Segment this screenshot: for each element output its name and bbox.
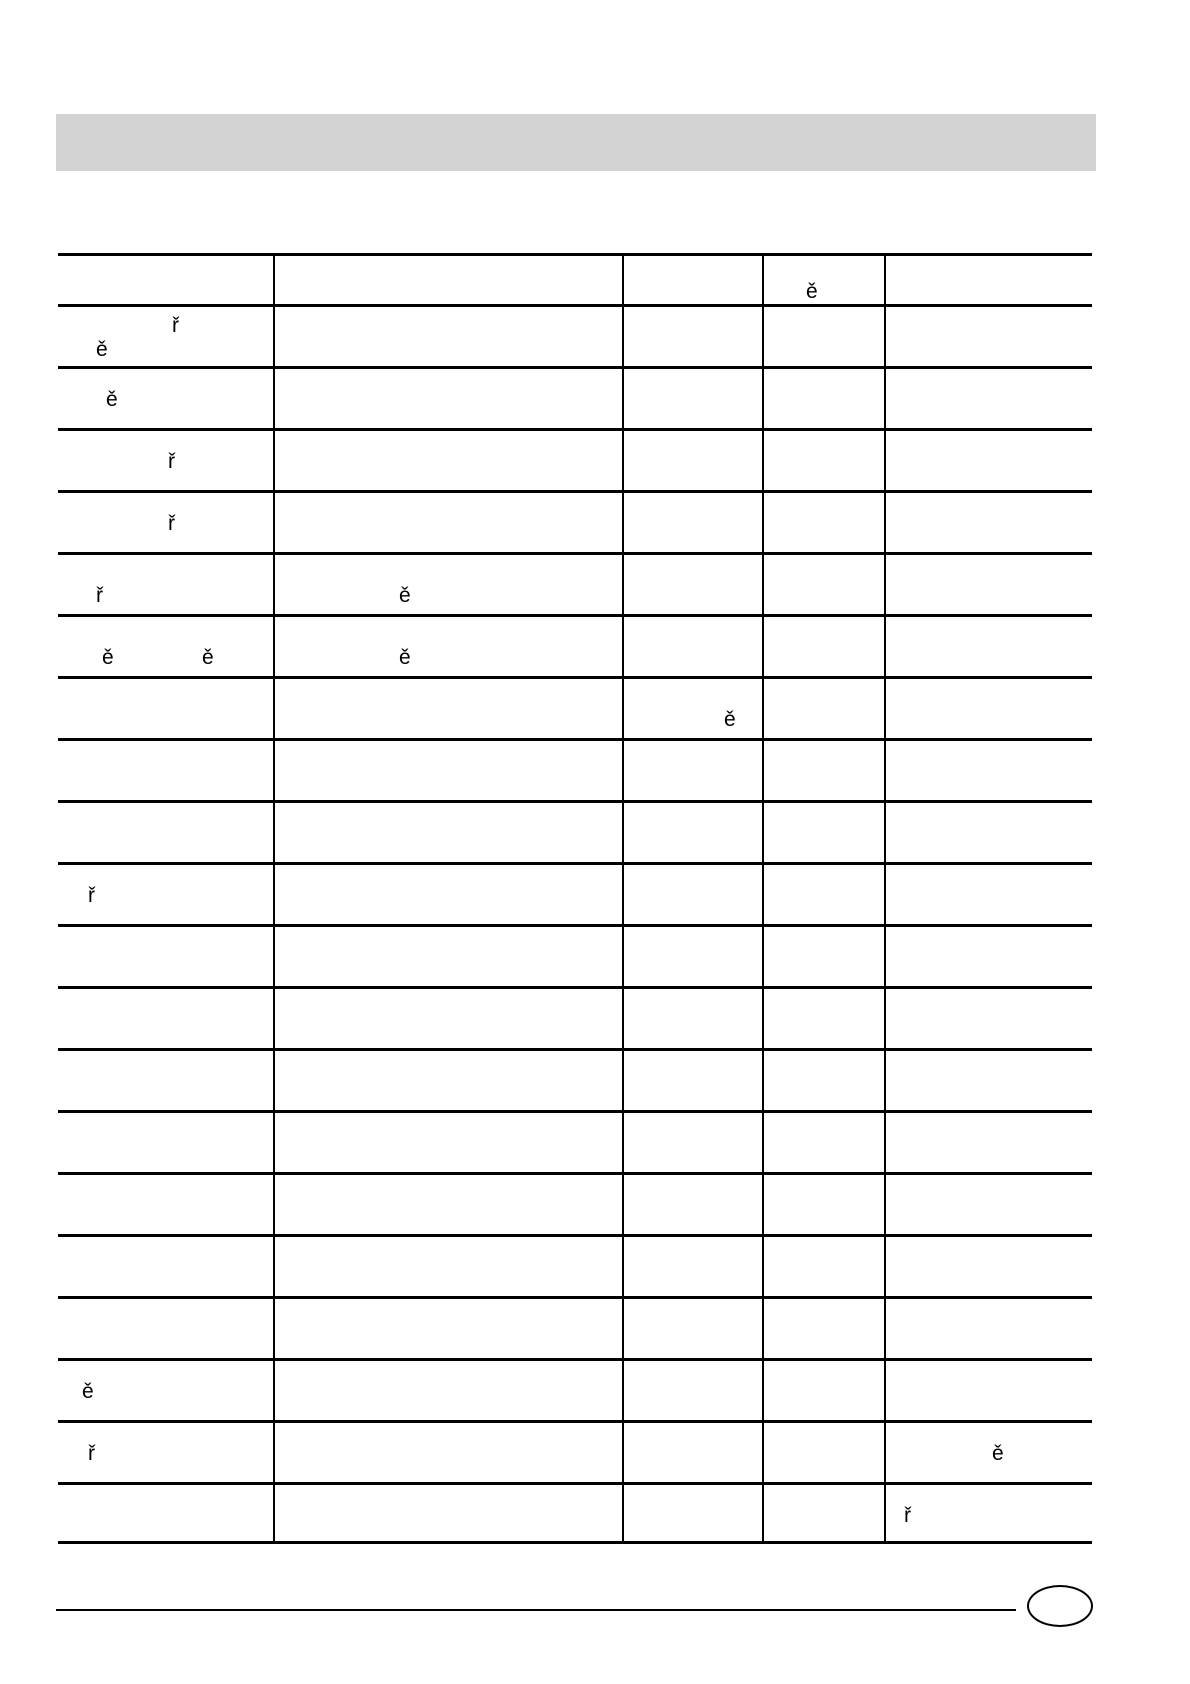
table-row [58, 366, 1092, 428]
table-row [58, 614, 1092, 676]
table-row [58, 676, 1092, 738]
table-row [58, 986, 1092, 1048]
cell-text: ě [399, 584, 411, 607]
cell-text: ě [992, 1442, 1004, 1465]
cell-text: ř [88, 1442, 95, 1465]
table-row [58, 490, 1092, 552]
cell-text: ř [88, 884, 95, 907]
table-row [58, 1110, 1092, 1172]
table-row [58, 1048, 1092, 1110]
table-header-row [58, 253, 1092, 304]
cell-text: ě [82, 1380, 94, 1403]
cell-text: ř [904, 1504, 911, 1527]
cell-text: ě [106, 388, 118, 411]
table-row [58, 738, 1092, 800]
cell-text: ě [202, 646, 214, 669]
section-header-bar [56, 114, 1096, 171]
table-row [58, 800, 1092, 862]
cell-text: ě [96, 338, 108, 361]
cell-text: ř [168, 512, 175, 535]
cell-text: ř [172, 314, 179, 337]
cell-text: ř [168, 450, 175, 473]
cell-text: ě [102, 646, 114, 669]
cell-text: ě [399, 646, 411, 669]
table-row [58, 1420, 1092, 1482]
page-number-oval [1027, 1585, 1093, 1627]
table-row [58, 1482, 1092, 1544]
table-row [58, 304, 1092, 366]
data-table [58, 253, 1092, 1544]
cell-text: ě [724, 708, 736, 731]
table-row [58, 862, 1092, 924]
table-row [58, 1358, 1092, 1420]
table-row [58, 1296, 1092, 1358]
table-row [58, 428, 1092, 490]
table-row [58, 924, 1092, 986]
table-row [58, 1234, 1092, 1296]
footer-rule [56, 1609, 1016, 1611]
header-cell-text: ě [806, 280, 818, 303]
table-row [58, 1172, 1092, 1234]
cell-text: ř [96, 584, 103, 607]
table-row [58, 552, 1092, 614]
